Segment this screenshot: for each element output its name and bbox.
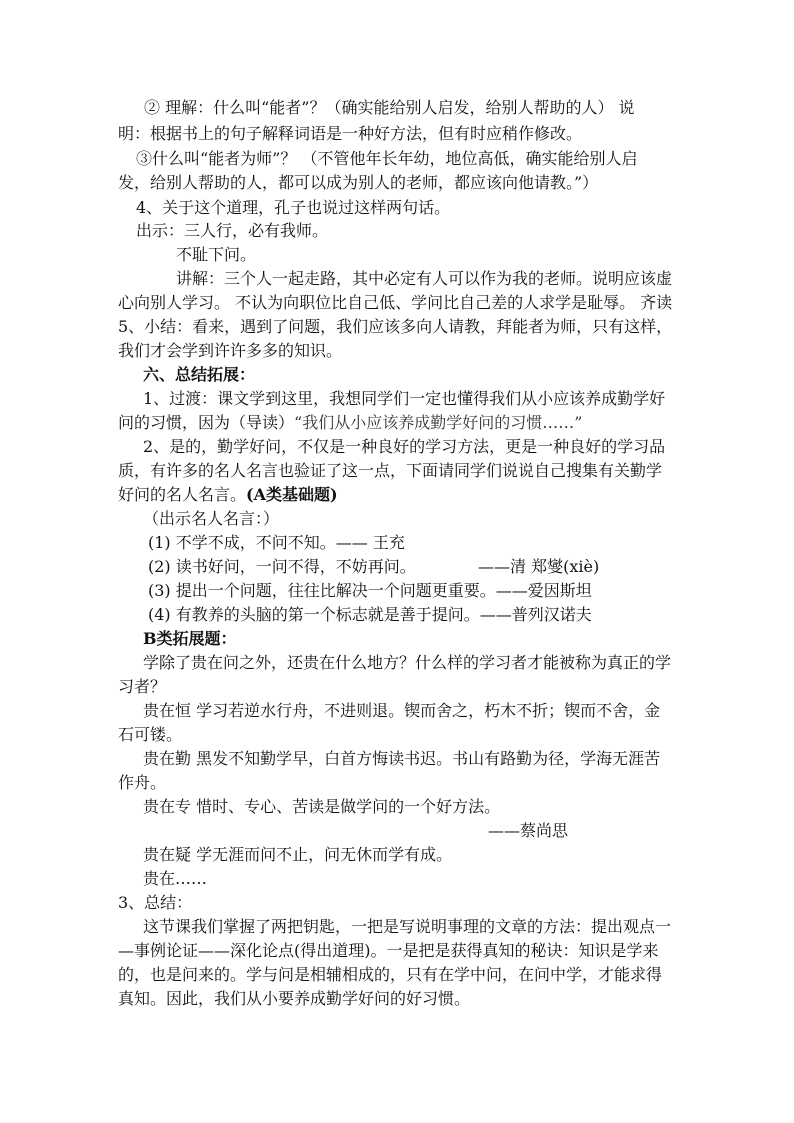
text-line: 发，给别人帮助的人，都可以成为别人的老师，都应该向他请教。”） (118, 173, 599, 192)
text-line: 质，有许多的名人名言也验证了这一点，下面请同学们说说自己搜集有关勤学 (118, 461, 663, 480)
text-line: 学除了贵在问之外，还贵在什么地方？什么样的学习者才能被称为真正的学 (143, 653, 672, 672)
text-line: 贵在专 惜时、专心、苦读是做学问的一个好方法。 (143, 797, 501, 816)
text-line: 好问的名人名言。(A类基础题) (118, 485, 338, 504)
text-line: 贵在勤 黑发不知勤学早，白首方悔读书迟。书山有路勤为径，学海无涯苦 (143, 749, 661, 768)
text-line: 出示：三人行，必有我师。 (136, 221, 329, 240)
text-line: 2、是的，勤学好问，不仅是一种良好的学习方法，更是一种良好的学习品 (143, 437, 666, 456)
quote-author: ——清 郑燮(xiè) (478, 557, 600, 576)
text-line: 5、小结：看来，遇到了问题，我们应该多向人请教，拜能者为师，只有这样， (118, 317, 673, 336)
text-line: 贵在疑 学无涯而问不止，问无休而学有成。 (143, 845, 453, 864)
text-line: 作舟。 (118, 773, 167, 792)
text-line: 问的习惯，因为（导读）“我们从小应该养成勤学好问的习惯……” (118, 413, 583, 432)
text-line: 我们才会学到许许多多的知识。 (118, 341, 343, 360)
quote-item: (4) 有教养的头脑的第一个标志就是善于提问。——普列汉诺夫 (148, 605, 592, 624)
text-line: 贵在…… (143, 869, 208, 888)
text-line: 讲解：三个人一起走路，其中必定有人可以作为我的老师。说明应该虚 (176, 269, 673, 288)
text-line: 习者？ (118, 677, 167, 696)
text-line: 不耻下问。 (176, 245, 257, 264)
text-line: 1、过渡：课文学到这里，我想同学们一定也懂得我们从小应该养成勤学好 (143, 389, 666, 408)
text-line: 明：根据书上的句子解释词语是一种好方法，但有时应稍作修改。 (118, 124, 583, 143)
section-heading: 六、总结拓展： (143, 365, 256, 384)
text-line: ② 理解：什么叫“能者”？（确实能给别人启发，给别人帮助的人） 说 (144, 98, 635, 117)
text-line: （出示名人名言：） (143, 509, 280, 528)
text-line: 这节课我们掌握了两把钥匙，一把是写说明事理的文章的方法：提出观点一 (143, 917, 672, 936)
text-line: 3、总结： (118, 893, 193, 912)
text-line: 4、关于这个道理，孔子也说过这样两句话。 (136, 198, 451, 217)
text-line: 贵在恒 学习若逆水行舟，不进则退。锲而舍之，朽木不折；锲而不舍，金 (143, 701, 661, 720)
quote-item: (1) 不学不成，不问不知。—— 王充 (148, 533, 405, 552)
quote-item: (3) 提出一个问题，往往比解决一个问题更重要。——爱因斯坦 (148, 581, 592, 600)
text-line: 真知。因此，我们从小要养成勤学好问的好习惯。 (118, 989, 471, 1008)
subsection-heading: B类拓展题： (143, 629, 237, 648)
quote-item: (2) 读书好问，一问不得，不妨再问。 (148, 557, 416, 576)
text-line: 石可镂。 (118, 725, 183, 744)
text-line: 的，也是问来的。学与问是相辅相成的，只有在学中问，在问中学，才能求得 (118, 965, 663, 984)
text-line: ③什么叫“能者为师”？ （不管他年长年幼，地位高低，确实能给别人启 (136, 149, 638, 168)
text-line: —事例论证——深化论点(得出道理)。一是把是获得真知的秘诀：知识是学来 (118, 941, 659, 960)
quote-author: ——蔡尚思 (488, 821, 569, 840)
text-line: 心向别人学习。 不认为向职位比自己低、学问比自己差的人求学是耻辱。 齐读 (118, 293, 673, 312)
